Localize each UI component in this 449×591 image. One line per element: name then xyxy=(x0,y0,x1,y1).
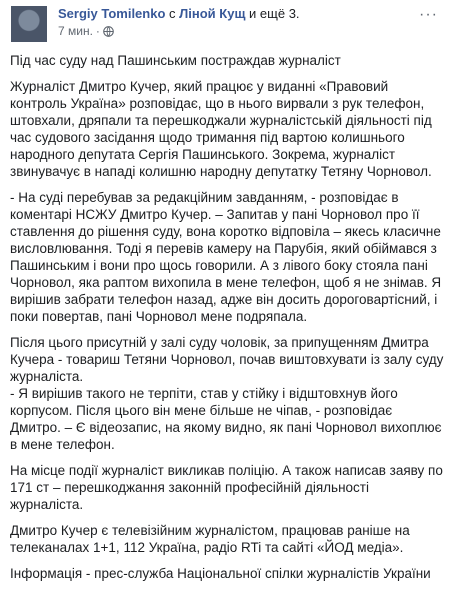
paragraph: Інформація - прес-служба Національної спілки журналістів України xyxy=(10,566,431,581)
post-body xyxy=(10,52,444,591)
tagged-with xyxy=(169,6,300,21)
tagged-person-link[interactable]: Ліной Кущ xyxy=(179,6,246,21)
with-suffix[interactable]: и ещё 3. xyxy=(249,6,300,21)
avatar[interactable] xyxy=(11,6,47,42)
globe-icon[interactable] xyxy=(103,26,114,37)
post-meta xyxy=(58,24,114,38)
separator-dot: · xyxy=(95,24,100,38)
paragraph: Журналіст Дмитро Кучер, який працює у виданні «Правовий контроль Україна» розповідає, що в нього вирвали з рук телефон, штовхали, дряпали та перешкоджали журналістській діяльності під час судового засідання щодо тримання під вартою колишнього народного депутата Сергія Пашинського. Зокрема, журналіст звинувачує в нападі колишню народну депутатку Тетяну Чорновол. xyxy=(10,79,432,179)
author-line xyxy=(58,6,300,22)
paragraph: Після цього присутній у залі суду чоловік, за припущенням Дмитра Кучера - товариш Тетяни Чорновол, почав виштовхувати із залу суду журналіста. - Я вирішив такого не терпіти, став у стійку і відштовхнув його корпусом. Після цього він мене більше не чіпав, - розповідає Дмитро. – Є відеозапис, на якому видно, як пані Чорновол вихоплює в мене телефон. xyxy=(10,335,444,452)
author-name[interactable]: Sergiy Tomilenko xyxy=(58,6,166,21)
with-prefix: с xyxy=(169,6,176,21)
paragraph: Під час суду над Пашинським постраждав журналіст xyxy=(10,53,341,68)
post-time[interactable]: 7 мин. xyxy=(58,24,93,38)
paragraph: - На суді перебував за редакційним завданням, - розповідає в коментарі НСЖУ Дмитро Кучер. – Запитав у пані Чорновол про її ставлення до рішення суду, вона коротко відповіла – якесь класичне висловлювання. Тоді я перевів камеру на Парубія, який обіймався з Пашинським і вони про щось говорили. А з лівого боку стояла пані Чорновол, яка раптом вихопила в мене телефон, щоб я не знімав. Я вирішив забрати телефон назад, адже він досить дороговартісний, і поки повертав, пані Чорновол мене подряпала. xyxy=(10,190,442,324)
post-header xyxy=(10,0,442,44)
paragraph: Дмитро Кучер є телевізійним журналістом, працював раніше на телеканалах 1+1, 112 Україна, радіо RTi та сайті «ЙОД медіа». xyxy=(10,523,410,555)
more-icon[interactable]: ··· xyxy=(419,6,438,23)
paragraph: На місце події журналіст викликав поліцію. А також написав заяву по 171 ст – перешкоджання законній професійній діяльності журналіста. xyxy=(10,463,443,512)
